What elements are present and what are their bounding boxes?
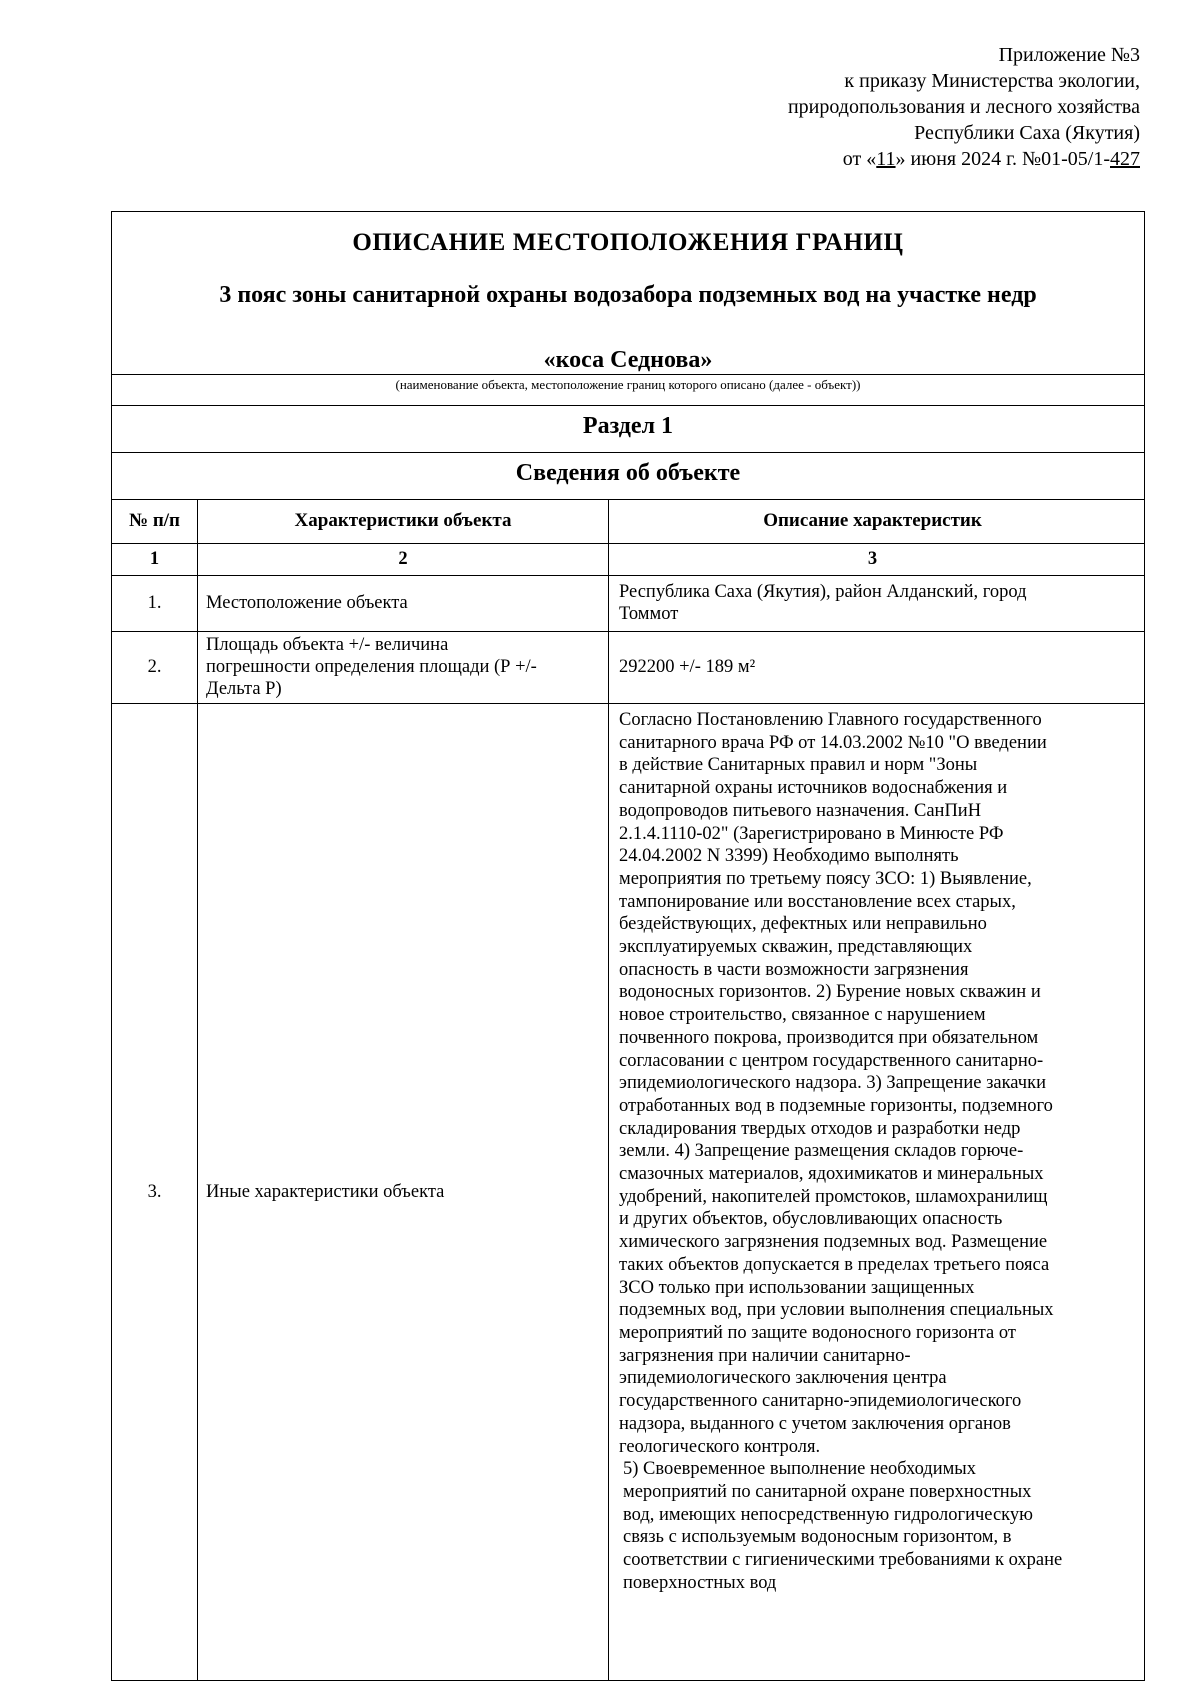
description-paragraph — [619, 1458, 1062, 1594]
column-number: 2 — [197, 543, 608, 575]
header-description: Описание характеристик — [608, 499, 1144, 543]
divider — [112, 374, 1144, 375]
description-line: почвенного покрова, производится при обязательном — [619, 1027, 1039, 1048]
row-description: 292200 +/- 189 м² — [608, 631, 1144, 703]
description-line: бездействующих, дефектных или неправильно — [619, 914, 987, 935]
document-subtitle: 3 пояс зоны санитарной охраны водозабора подземных вод на участке недр — [219, 282, 1037, 308]
table-row — [112, 631, 1144, 703]
description-line: таких объектов допускается в пределах третьего пояса — [619, 1254, 1050, 1275]
description-paragraph — [619, 709, 1062, 1458]
description-line: Согласно Постановлению Главного государственного — [619, 710, 1042, 730]
description-line: 2.1.4.1110-02" (Зарегистрировано в Минюсте РФ — [619, 823, 1004, 844]
order-prefix: от « — [842, 148, 877, 170]
description-line: поверхностных вод — [623, 1572, 777, 1593]
description-line: складирования твердых отходов и разработки недр — [619, 1118, 1021, 1139]
characteristic-line: погрешности определения площади (Р +/- — [206, 657, 537, 677]
description-line: 24.04.2002 N 3399) Необходимо выполнять — [619, 846, 959, 867]
object-caption: (наименование объекта, местоположение границ которого описано (далее - объект)) — [395, 377, 861, 392]
description-line: вод, имеющих непосредственную гидрологическую — [623, 1504, 1033, 1525]
appendix-order-line — [788, 146, 1140, 172]
appendix-line: Республики Саха (Якутия) — [914, 122, 1140, 144]
row-number: 1. — [147, 593, 162, 613]
document-frame — [111, 211, 1145, 1681]
description-line: санитарного врача РФ от 14.03.2002 №10 "О введении — [619, 732, 1047, 753]
description-line: эксплуатируемых скважин, представляющих — [619, 937, 973, 958]
row-description — [608, 575, 1144, 631]
table-row — [112, 703, 1144, 1680]
object-name: «коса Седнова» — [543, 347, 713, 373]
description-line: химического загрязнения подземных вод. Размещение — [619, 1232, 1048, 1253]
column-number: 3 — [608, 543, 1144, 575]
appendix-header — [788, 42, 1140, 172]
description-line: в действие Санитарных правил и норм "Зоны — [619, 755, 978, 776]
header-characteristic: Характеристики объекта — [197, 499, 608, 543]
row-characteristic: Иные характеристики объекта — [197, 703, 608, 1680]
description-line: Томмот — [619, 604, 679, 624]
description-line: ЗСО только при использовании защищенных — [619, 1277, 975, 1298]
description-line: опасность в части возможности загрязнения — [619, 959, 969, 980]
characteristic-line: Дельта Р) — [206, 679, 282, 699]
description-line: смазочных материалов, ядохимикатов и минеральных — [619, 1164, 1044, 1185]
row-characteristic: Местоположение объекта — [197, 575, 608, 631]
description-line: отработанных вод в подземные горизонты, подземного — [619, 1095, 1053, 1116]
appendix-line: к приказу Министерства экологии, — [844, 70, 1140, 92]
description-line: мероприятий по защите водоносного горизонта от — [619, 1322, 1016, 1343]
section-title: Сведения об объекте — [515, 460, 741, 486]
description-line: геологического контроля. — [619, 1436, 821, 1457]
document-title: ОПИСАНИЕ МЕСТОПОЛОЖЕНИЯ ГРАНИЦ — [352, 229, 904, 256]
row-number: 2. — [147, 657, 162, 677]
description-line: тампонирование или восстановление всех старых, — [619, 891, 1016, 912]
description-line: подземных вод, при условии выполнения специальных — [619, 1300, 1054, 1321]
description-line: мероприятий по санитарной охране поверхностных — [623, 1481, 1032, 1502]
description-line: надзора, выданного с учетом заключения органов — [619, 1413, 1011, 1434]
description-line: согласовании с центром государственного санитарно- — [619, 1050, 1044, 1071]
description-line: загрязнения при наличии санитарно- — [619, 1345, 911, 1366]
table-row — [112, 575, 1144, 631]
column-number-row — [112, 543, 1144, 575]
description-line: эпидемиологического надзора. 3) Запрещение закачки — [619, 1073, 1046, 1094]
header-number: № п/п — [128, 510, 181, 531]
divider — [112, 452, 1144, 453]
description-line: мероприятия по третьему поясу ЗСО: 1) Выявление, — [619, 868, 1032, 889]
order-day: 11 — [876, 148, 896, 170]
description-line: связь с используемым водоносным горизонтом, в — [623, 1527, 1012, 1548]
characteristic-line: Площадь объекта +/- величина — [206, 635, 449, 655]
section-label: Раздел 1 — [582, 413, 674, 439]
description-line: эпидемиологического заключения центра — [619, 1368, 947, 1389]
divider — [112, 405, 1144, 406]
appendix-line: Приложение №3 — [998, 44, 1140, 66]
description-line: и других объектов, обусловливающих опасность — [619, 1209, 1003, 1230]
appendix-line: природопользования и лесного хозяйства — [787, 96, 1140, 118]
description-line: новое строительство, связанное с нарушением — [619, 1005, 986, 1026]
order-middle: » июня 2024 г. №01-05/1- — [895, 148, 1110, 170]
description-line: 5) Своевременное выполнение необходимых — [623, 1459, 976, 1480]
column-number: 1 — [149, 549, 160, 569]
table-header-row — [112, 499, 1144, 543]
description-line: санитарной охраны источников водоснабжения и — [619, 778, 1008, 799]
description-line: Республика Саха (Якутия), район Алданский, город — [619, 582, 1027, 602]
row-description — [608, 703, 1144, 1680]
description-line: государственного санитарно-эпидемиологического — [619, 1391, 1022, 1412]
description-line: соответствии с гигиеническими требованиями к охране — [623, 1550, 1063, 1571]
description-line: водоносных горизонтов. 2) Бурение новых скважин и — [619, 982, 1041, 1003]
row-number: 3. — [147, 1181, 162, 1202]
description-line: удобрений, накопителей промстоков, шламохранилищ — [619, 1186, 1048, 1207]
description-line: водопроводов питьевого назначения. СанПиН — [619, 800, 982, 821]
description-line: земли. 4) Запрещение размещения складов горюче- — [619, 1141, 1024, 1162]
row-characteristic — [197, 631, 608, 703]
order-number: 427 — [1110, 148, 1140, 170]
